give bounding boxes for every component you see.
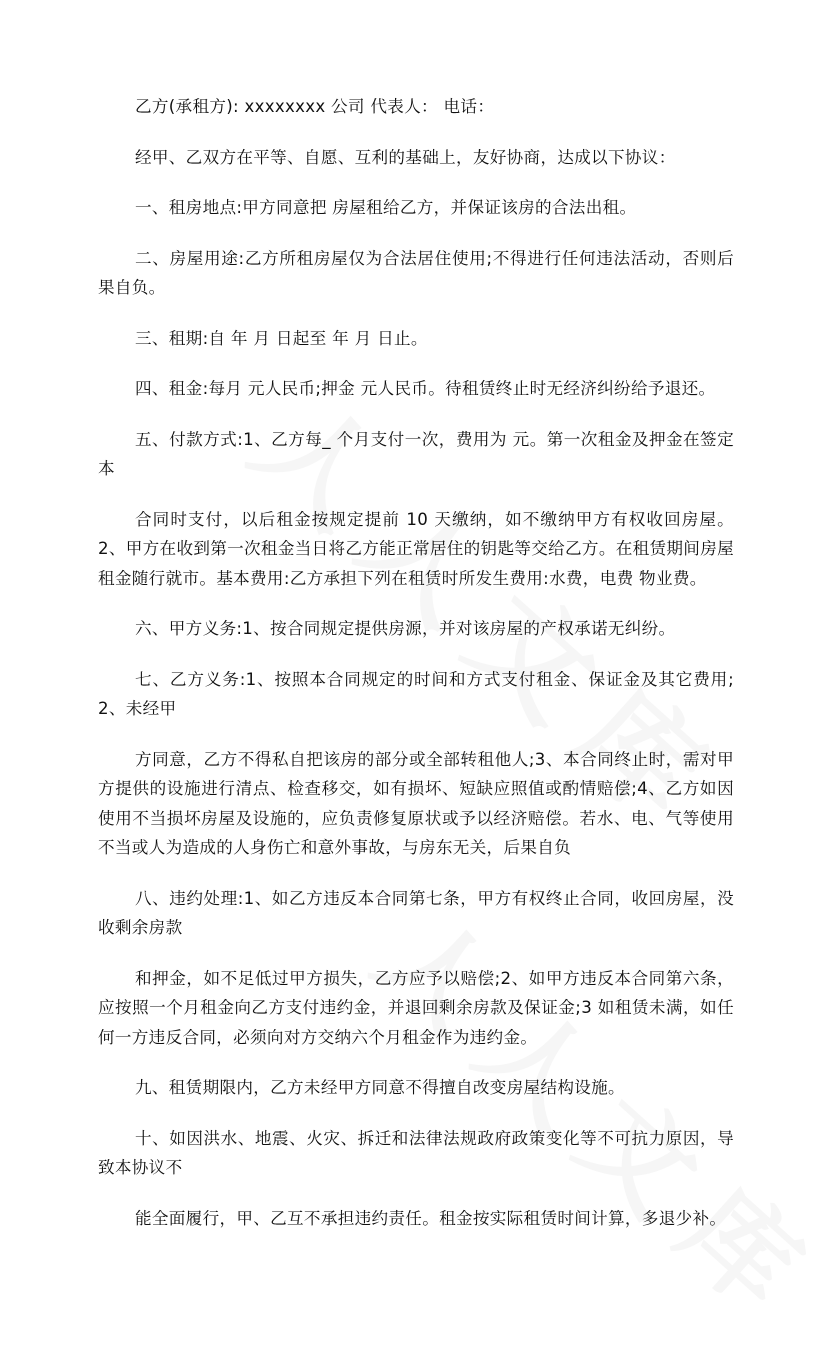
clause-2-usage: 二、房屋用途:乙方所租房屋仅为合法居住使用;不得进行任何违法活动，否则后果自负。: [98, 248, 734, 297]
party-b-line: 乙方(承租方): xxxxxxxx 公司 代表人： 电话：: [135, 97, 495, 116]
clause-4-rent: 四、租金:每月 元人民币;押金 元人民币。待租赁终止时无经济纠纷给予退还。: [135, 379, 716, 398]
clause-8-breach-cont: 和押金，如不足低过甲方损失，乙方应予以赔偿;2、如甲方违反本合同第六条，应按照一个月租金向乙方支付违约金，并退回剩余房款及保证金;3 如租赁未满，如任何一方违反合同，必须向对方交纳六个月租金作为违约金。: [98, 968, 734, 1047]
clause-10-force-majeure: 十、如因洪水、地震、火灾、拆迁和法律法规政府政策变化等不可抗力原因，导致本协议不: [98, 1128, 734, 1177]
clause-5-payment: 五、付款方式:1、乙方每_ 个月支付一次，费用为 元。第一次租金及押金在签定本: [98, 429, 734, 478]
document-body: [98, 92, 734, 1254]
clause-1-location: 一、租房地点:甲方同意把 房屋租给乙方，并保证该房的合法出租。: [135, 198, 637, 217]
agreement-intro: 经甲、乙双方在平等、自愿、互利的基础上，友好协商，达成以下协议：: [135, 147, 676, 167]
clause-8-breach: 八、违约处理:1、如乙方违反本合同第七条，甲方有权终止合同，收回房屋，没收剩余房款: [98, 888, 734, 937]
clause-5-payment-cont: 合同时支付，以后租金按规定提前 10 天缴纳，如不缴纳甲方有权收回房屋。2、甲方在收到第一次租金当日将乙方能正常居住的钥匙等交给乙方。在租赁期间房屋租金随行就市。基本费用:乙方承担下列在租赁时所发生费用:水费，电费 物业费。: [98, 509, 734, 588]
clause-7-tenant-duties-cont: 方同意，乙方不得私自把该房的部分或全部转租他人;3、本合同终止时，需对甲方提供的设施进行清点、检查移交，如有损坏、短缺应照值或酌情赔偿;4、乙方如因使用不当损坏房屋及设施的，应负责修复原状或予以经济赔偿。若水、电、气等使用不当或人为造成的人身伤亡和意外事故，与房东无关，后果自负: [98, 749, 734, 857]
clause-10-force-majeure-cont: 能全面履行，甲、乙互不承担违约责任。租金按实际租赁时间计算，多退少补。: [135, 1208, 727, 1228]
clause-7-tenant-duties: 七、乙方义务:1、按照本合同规定的时间和方式支付租金、保证金及其它费用;2、未经甲: [98, 669, 734, 718]
clause-6-landlord-duties: 六、甲方义务:1、按合同规定提供房源，并对该房屋的产权承诺无纠纷。: [135, 619, 676, 638]
clause-9-structure: 九、租赁期限内，乙方未经甲方同意不得擅自改变房屋结构设施。: [135, 1078, 625, 1097]
clause-3-term: 三、租期:自 年 月 日起至 年 月 日止。: [135, 328, 428, 348]
